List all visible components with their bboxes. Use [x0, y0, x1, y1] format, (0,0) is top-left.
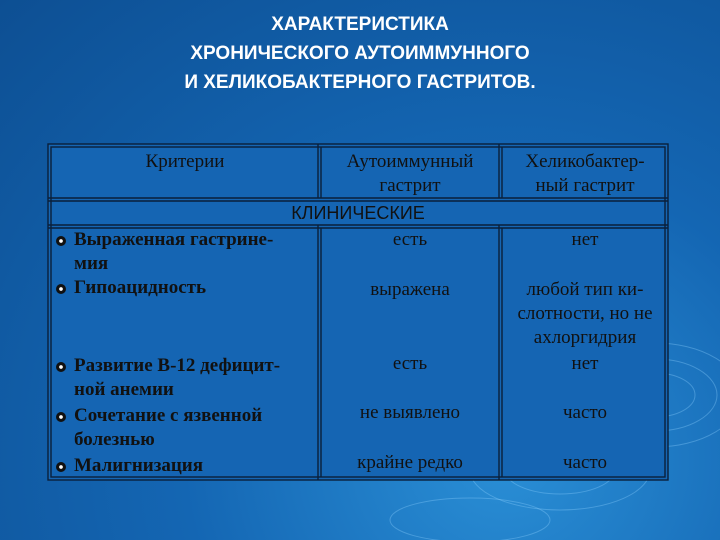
- criterion-text: Развитие В-12 дефицит-: [74, 355, 281, 376]
- header-line: Хеликобактер-: [525, 151, 645, 172]
- helicobacter-line: часто: [563, 402, 607, 423]
- header-line: ный гастрит: [535, 175, 635, 196]
- section-label: КЛИНИЧЕСКИЕ: [291, 203, 425, 223]
- title-line-2: ХРОНИЧЕСКОГО АУТОИММУННОГО: [190, 43, 530, 64]
- helicobacter-line: нет: [571, 229, 599, 250]
- helicobacter-value: [505, 278, 665, 350]
- autoimmune-value: выражена: [370, 279, 450, 300]
- helicobacter-value: [505, 401, 665, 425]
- header-line: Аутоиммунный: [346, 151, 474, 172]
- title-line-1: ХАРАКТЕРИСТИКА: [271, 14, 449, 35]
- autoimmune-value: крайне редко: [357, 452, 463, 473]
- list-item: [52, 276, 316, 354]
- criteria-list: [52, 228, 316, 478]
- list-item: [52, 454, 316, 478]
- autoimmune-value: есть: [392, 353, 428, 374]
- helicobacter-value: [505, 352, 665, 376]
- helicobacter-line: слотности, но не: [517, 303, 653, 324]
- header-helicobacter: [505, 150, 665, 198]
- header-criteria: [60, 150, 310, 174]
- list-item: [52, 404, 316, 454]
- header-line: Критерии: [145, 151, 225, 172]
- header-autoimmune: [324, 150, 496, 198]
- helicobacter-value: [505, 228, 665, 252]
- helicobacter-line: часто: [563, 452, 607, 473]
- criterion-text: Гипоацидность: [74, 277, 207, 298]
- title-line-3: И ХЕЛИКОБАКТЕРНОГО ГАСТРИТОВ.: [184, 72, 536, 93]
- helicobacter-line: нет: [571, 353, 599, 374]
- list-item: [52, 228, 316, 276]
- header-line: гастрит: [379, 175, 441, 196]
- criterion-text: Сочетание с язвенной: [74, 405, 263, 426]
- helicobacter-line: ахлоргидрия: [533, 327, 637, 348]
- autoimmune-value: не выявлено: [359, 402, 461, 423]
- criterion-text: Малигнизация: [74, 455, 204, 476]
- criterion-text: Выраженная гастрине-: [74, 229, 274, 250]
- list-item: [52, 354, 316, 404]
- criterion-text: ной анемии: [74, 379, 174, 400]
- criterion-text: болезнью: [74, 429, 155, 450]
- helicobacter-value: [505, 451, 665, 475]
- helicobacter-line: любой тип ки-: [526, 279, 644, 300]
- criterion-text: мия: [74, 253, 109, 274]
- autoimmune-value: есть: [392, 229, 428, 250]
